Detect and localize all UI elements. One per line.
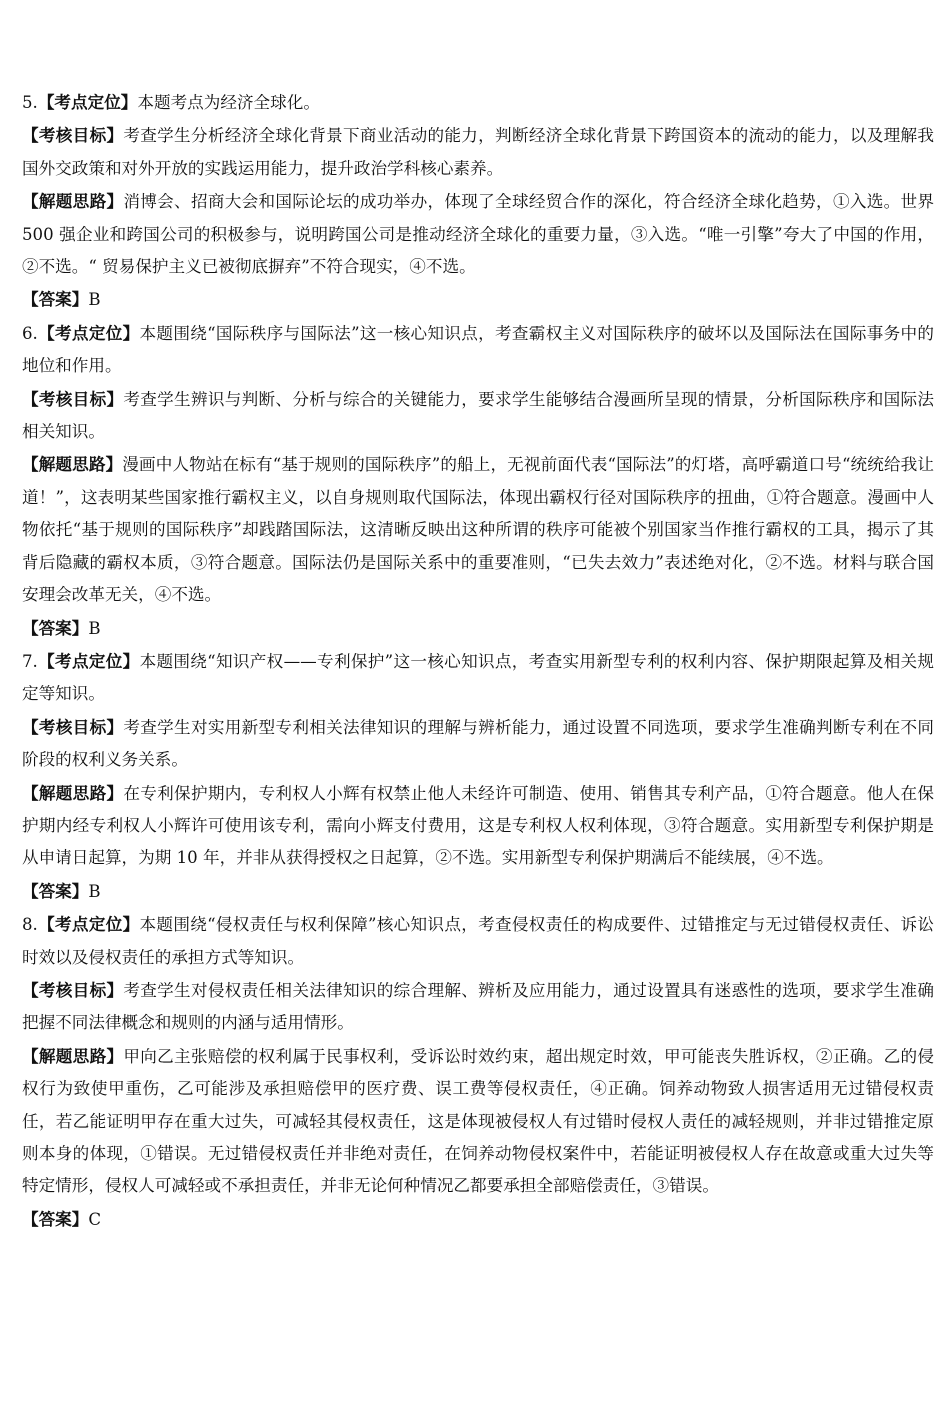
q6-answer-paragraph <box>22 612 934 645</box>
q8-solution-text: 甲向乙主张赔偿的权利属于民事权利，受诉讼时效约束，超出规定时效，甲可能丧失胜诉权，②正确。乙的侵权行为致使甲重伤，乙可能涉及承担赔偿甲的医疗费、误工费等侵权责任，④正确。饲养动物致人损害适用无过错侵权责任，若乙能证明甲存在重大过失，可减轻其侵权责任，这是体现被侵权人有过错时侵权人责任的减轻规则，并非过错推定原则本身的体现，①错误。无过错侵权责任并非绝对责任，在饲养动物侵权案件中，若能证明被侵权人存在故意或重大过失等特定情形，侵权人可减轻或不承担责任，并非无论何种情况乙都要承担全部赔偿责任，③错误。 <box>22 1046 935 1196</box>
q8-location-tag: 【考点定位】 <box>37 914 140 935</box>
question-6 <box>22 317 934 645</box>
q8-location-paragraph <box>22 908 934 974</box>
q8-solution-tag: 【解题思路】 <box>22 1045 124 1066</box>
q7-solution-text: 在专利保护期内，专利权人小辉有权禁止他人未经许可制造、使用、销售其专利产品，①符合题意。他人在保护期内经专利权人小辉许可使用该专利，需向小辉支付费用，这是专利权人权利体现，③符合题意。实用新型专利保护期是从申请日起算，为期 10 年，并非从获得授权之日起算，②不选。实用新型专利保护期满后不能续展，④不选。 <box>22 783 935 868</box>
q6-solution-paragraph <box>22 448 934 611</box>
q8-solution-paragraph <box>22 1040 934 1203</box>
q6-number: 6. <box>22 323 38 343</box>
q8-answer-paragraph <box>22 1203 934 1236</box>
q5-answer-tag: 【答案】 <box>22 289 89 310</box>
q8-location-text: 本题围绕“侵权责任与权利保障”核心知识点，考查侵权责任的构成要件、过错推定与无过错侵权责任、诉讼时效以及侵权责任的承担方式等知识。 <box>22 915 935 967</box>
q6-location-paragraph <box>22 317 934 383</box>
q6-answer-tag: 【答案】 <box>22 617 89 638</box>
q7-solution-paragraph <box>22 777 934 875</box>
q7-answer-paragraph <box>22 875 934 908</box>
q5-goal-text: 考查学生分析经济全球化背景下商业活动的能力，判断经济全球化背景下跨国资本的流动的能力，以及理解我国外交政策和对外开放的实践运用能力，提升政治学科核心素养。 <box>22 126 935 178</box>
q8-goal-paragraph <box>22 974 934 1040</box>
q6-goal-text: 考查学生辨识与判断、分析与综合的关键能力，要求学生能够结合漫画所呈现的情景，分析国际秩序和国际法相关知识。 <box>22 389 935 442</box>
q7-number: 7. <box>22 651 38 671</box>
q7-location-tag: 【考点定位】 <box>37 650 140 671</box>
q5-location-paragraph <box>22 86 934 119</box>
q7-goal-paragraph <box>22 711 934 777</box>
q6-goal-tag: 【考核目标】 <box>22 388 124 409</box>
q5-goal-paragraph <box>22 119 934 185</box>
q6-answer-value: B <box>88 618 101 638</box>
q5-location-text: 本题考点为经济全球化。 <box>137 93 320 112</box>
q6-location-tag: 【考点定位】 <box>37 322 140 343</box>
q5-answer-value: B <box>88 290 101 310</box>
q5-solution-paragraph <box>22 185 934 283</box>
q7-goal-text: 考查学生对实用新型专利相关法律知识的理解与辨析能力，通过设置不同选项，要求学生准确判断专利在不同阶段的权利义务关系。 <box>22 717 935 770</box>
q5-answer-paragraph <box>22 283 934 316</box>
q8-answer-tag: 【答案】 <box>22 1208 89 1229</box>
q8-goal-text: 考查学生对侵权责任相关法律知识的综合理解、辨析及应用能力，通过设置具有迷惑性的选项，要求学生准确把握不同法律概念和规则的内涵与适用情形。 <box>22 980 935 1033</box>
answer-explanation-page <box>22 86 934 1236</box>
q7-location-text: 本题围绕“知识产权——专利保护”这一核心知识点，考查实用新型专利的权利内容、保护期限起算及相关规定等知识。 <box>22 651 934 704</box>
q7-goal-tag: 【考核目标】 <box>22 716 124 737</box>
q8-number: 8. <box>22 915 38 935</box>
q7-answer-value: B <box>88 881 101 901</box>
q7-solution-tag: 【解题思路】 <box>22 782 124 803</box>
q7-location-paragraph <box>22 645 934 711</box>
question-7 <box>22 645 934 908</box>
question-8 <box>22 908 934 1236</box>
q6-location-text: 本题围绕“国际秩序与国际法”这一核心知识点，考查霸权主义对国际秩序的破坏以及国际法在国际事务中的地位和作用。 <box>22 323 935 376</box>
question-5 <box>22 86 934 317</box>
q8-answer-value: C <box>88 1209 102 1229</box>
q7-answer-tag: 【答案】 <box>22 880 89 901</box>
q8-goal-tag: 【考核目标】 <box>22 979 124 1000</box>
q5-goal-tag: 【考核目标】 <box>22 125 124 146</box>
q6-solution-tag: 【解题思路】 <box>22 454 123 475</box>
q5-location-tag: 【考点定位】 <box>37 92 138 112</box>
q5-number: 5. <box>22 93 38 112</box>
q5-solution-tag: 【解题思路】 <box>22 191 124 212</box>
q5-solution-text: 消博会、招商大会和国际论坛的成功举办，体现了全球经贸合作的深化，符合经济全球化趋势，①入选。世界 500 强企业和跨国公司的积极参与，说明跨国公司是推动经济全球化的重要力量，③入选。“唯一引擎”夸大了中国的作用，②不选。“ 贸易保护主义已被彻底摒弃”不符合现实，④不选。 <box>22 192 935 277</box>
q6-solution-text: 漫画中人物站在标有“基于规则的国际秩序”的船上，无视前面代表“国际法”的灯塔，高呼霸道口号“统统给我让道！”，这表明某些国家推行霸权主义，以自身规则取代国际法，体现出霸权行径对国际秩序的扭曲，①符合题意。漫画中人物依托“基于规则的国际秩序”却践踏国际法，这清晰反映出这种所谓的秩序可能被个别国家当作推行霸权的工具，揭示了其背后隐藏的霸权本质，③符合题意。国际法仍是国际关系中的重要准则，“已失去效力”表述绝对化，②不选。材料与联合国安理会改革无关，④不选。 <box>22 455 934 605</box>
q6-goal-paragraph <box>22 383 934 449</box>
